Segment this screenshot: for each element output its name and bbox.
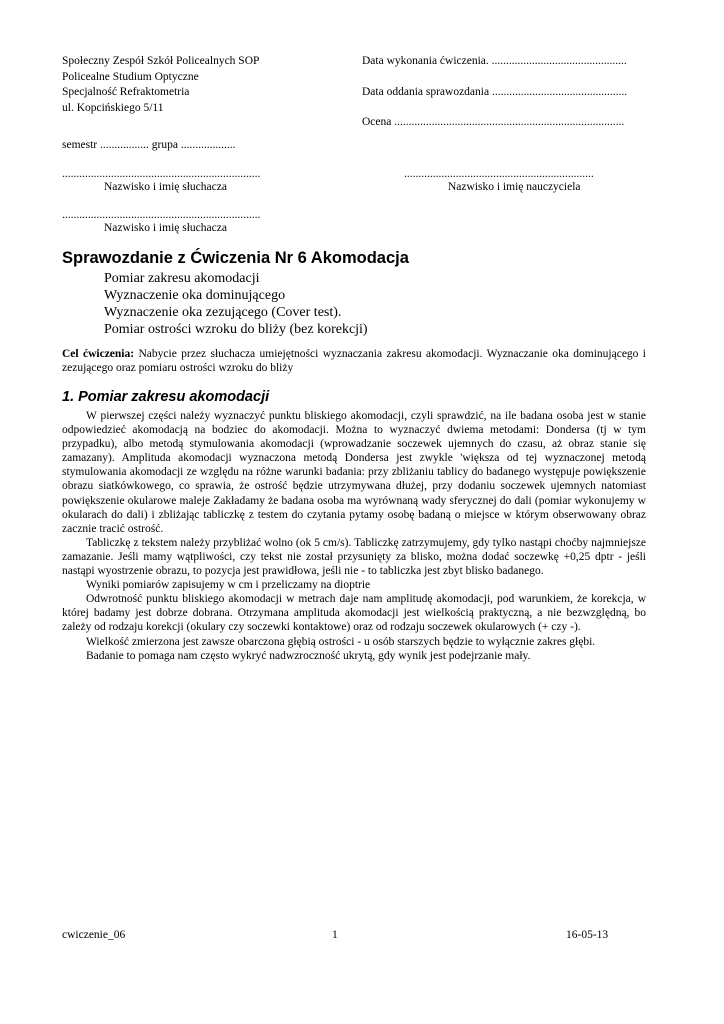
student1-signature-label: Nazwisko i imię słuchacza: [104, 181, 227, 193]
school-studium: Policealne Studium Optyczne: [62, 70, 199, 83]
footer-filename: cwiczenie_06: [62, 929, 126, 941]
section-heading: 1. Pomiar zakresu akomodacji: [62, 389, 270, 405]
task-item: Wyznaczenie oka zezującego (Cover test).: [104, 305, 342, 320]
task-item: Wyznaczenie oka dominującego: [104, 288, 286, 303]
section-body: [62, 409, 646, 663]
body-paragraph: W pierwszej części należy wyznaczyć punktu bliskiego akomodacji, czyli sprawdzić, na ile badana osoba jest w stanie odpowiedzieć akomodacją na bodziec do akomodacji. Można to wyznaczyć dwiema metodami: Dondersa (tj w tym przypadku), albo metodą stymulowania akomodacji (wprowadzanie soczewek ujemnych do czasu, aż obraz stanie się zamazany). Amplituda akomodacji wyznaczona metodą Dondersa jest zwykle 'większa od tej wyznaczonej metodą stymulowania akomodacji ze względu na różne warunki badania: przy zbliżaniu tablicy do badanego występuje powiększenie obrazu siatkówkowego, co sprawia, że ostrość będzie utrzymywana dłużej, przy dodaniu soczewek ujemnych natomiast powiększenie okularowe maleje Zakładamy że badana osoba ma wyrównaną wady sferycznej do dali (pomiar wykonujemy w okularach do dali) i zbliżając tabliczkę z testem do czytania pytamy osobę badaną o miejsce w którym obserwowany obraz zacznie tracić ostrość.: [62, 410, 646, 535]
body-paragraph: Wyniki pomiarów zapisujemy w cm i przeliczamy na dioptrie: [86, 579, 371, 592]
exercise-date-field: Data wykonania ćwiczenia. ...............................................: [362, 55, 627, 67]
student1-signature-line: .....................................................................: [62, 168, 261, 180]
semester-group-field: semestr ................. grupa ...................: [62, 139, 236, 151]
body-paragraph: Badanie to pomaga nam często wykryć nadwzroczność ukrytą, gdy wynik jest podejrzanie mały.: [86, 649, 531, 662]
page-title: Sprawozdanie z Ćwiczenia Nr 6 Akomodacja: [62, 249, 409, 267]
report-date-field: Data oddania sprawozdania ...............................................: [362, 85, 628, 98]
task-item: Pomiar ostrości wzroku do bliży (bez korekcji): [104, 322, 368, 337]
teacher-signature-label: Nazwisko i imię nauczyciela: [448, 181, 581, 193]
student2-signature-label: Nazwisko i imię słuchacza: [104, 222, 227, 234]
body-paragraph: Wielkość zmierzona jest zawsze obarczona głębią ostrości - u osób starszych będzie to wyłącznie zakres głębi.: [86, 635, 596, 648]
grade-field: Ocena ................................................................................: [362, 116, 625, 128]
teacher-signature-line: ..................................................................: [404, 168, 594, 180]
body-paragraph: Odwrotność punktu bliskiego akomodacji w metrach daje nam amplitudę akomodacji, pod warunkiem, że korekcja, w której badamy jest dobrze dobrana. Otrzymana amplituda akomodacji jest wielkością praktyczną, a nie bezwzględną, bo zależy od rodzaju korekcji (okulary czy soczewki kontaktowe) oraz od rodzaju soczewek okularowych (+ czy -).: [62, 593, 646, 634]
goal-text: Nabycie przez słuchacza umiejętności wyznaczania zakresu akomodacji. Wyznaczanie oka dominującego i zezującego oraz pomiaru ostrości wzroku do bliży: [62, 348, 647, 374]
student2-signature-line: .....................................................................: [62, 209, 261, 221]
footer-date: 16-05-13: [566, 929, 609, 941]
task-list: [104, 270, 368, 338]
footer-page-number: 1: [332, 929, 338, 941]
school-header: [62, 54, 259, 116]
exercise-goal: [62, 347, 646, 375]
school-specialty: Specjalność Refraktometria: [62, 86, 190, 98]
body-paragraph: Tabliczkę z tekstem należy przybliżać wolno (ok 5 cm/s). Tabliczkę zatrzymujemy, gdy tylko nastąpi choćby najmniejsze zamazanie. Jeśli mamy wątpliwości, czy tekst nie został przysunięty za blisko, można dodać soczewkę +0,25 dptr - jeśli nastąpi wyostrzenie obrazu, to pozycja jest prawidłowa, jeśli nie - to tabliczka jest zbyt blisko badanego.: [62, 536, 646, 578]
school-name: Społeczny Zespół Szkół Policealnych SOP: [62, 55, 260, 67]
school-address: ul. Kopcińskiego 5/11: [62, 101, 164, 114]
goal-label: Cel ćwiczenia:: [62, 348, 135, 360]
report-meta: [362, 54, 627, 131]
task-item: Pomiar zakresu akomodacji: [104, 271, 260, 286]
